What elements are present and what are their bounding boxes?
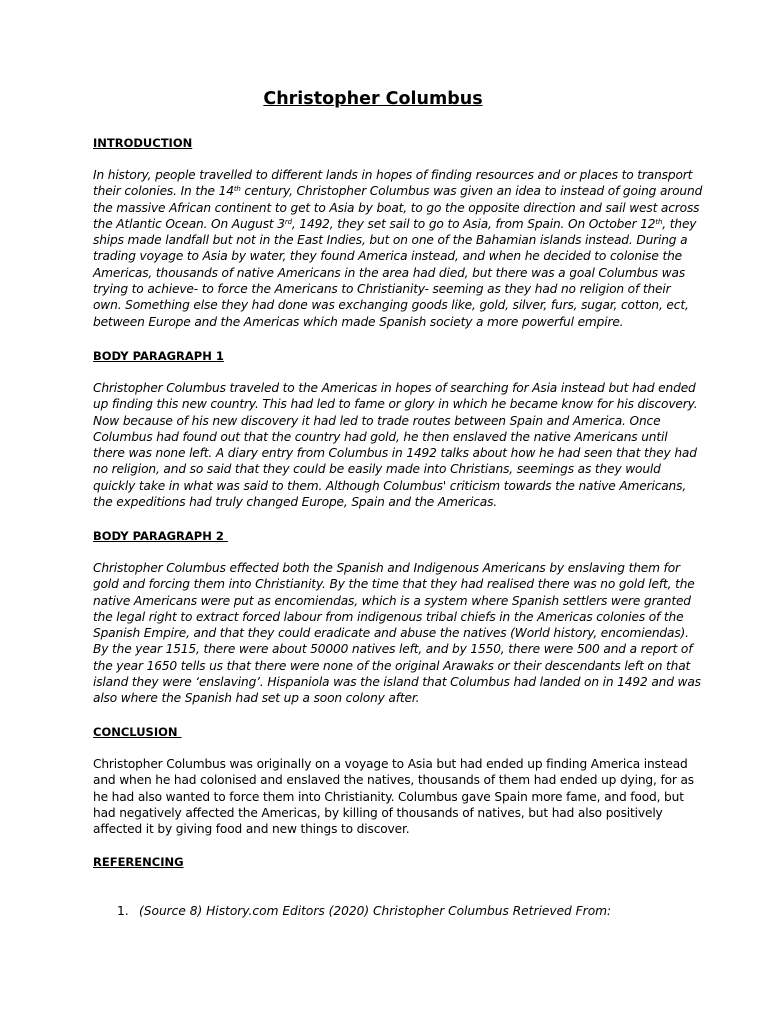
paragraph-line: the Atlantic Ocean. On August 3rd, 1492, they set sail to go to Asia, from Spain. On October 12th, they <box>93 216 697 231</box>
paragraph-introduction <box>93 167 703 330</box>
paragraph-line: Christopher Columbus traveled to the Americas in hopes of searching for Asia instead but had ended <box>93 381 696 395</box>
paragraph-line: between Europe and the Americas which made Spanish society a more powerful empire. <box>93 314 624 329</box>
document-title: Christopher Columbus <box>263 89 483 109</box>
reference-item <box>93 903 611 919</box>
heading-conclusion: CONCLUSION <box>93 725 182 739</box>
reference-text: (Source 8) History.com Editors (2020) Christopher Columbus Retrieved From: <box>139 904 612 918</box>
heading-referencing: REFERENCING <box>93 855 184 869</box>
paragraph-line: island they were ‘enslaving’. Hispaniola was the island that Columbus had landed on in 1492 and was <box>93 675 701 690</box>
paragraph-line: native Americans were put as encomiendas, which is a system where Spanish settlers were granted <box>93 593 691 608</box>
heading-introduction: INTRODUCTION <box>93 136 193 150</box>
paragraph-line: affected it by giving food and new things to discover. <box>93 822 410 837</box>
paragraph-line: there was none left. A diary entry from Columbus in 1492 talks about how he had seen that they had <box>93 446 697 461</box>
paragraph-body-2 <box>93 560 701 707</box>
paragraph-line: no religion, and so said that they could be easily made into Christians, seemings as they would <box>93 462 661 477</box>
paragraph-line: had negatively affected the Americas, by killing of thousands of natives, but had also positively <box>93 805 663 820</box>
paragraph-line: quickly take in what was said to them. Although Columbus' criticism towards the native Americans, <box>93 478 687 493</box>
paragraph-line: up finding this new country. This had led to fame or glory in which he became know for his discovery. <box>93 397 698 412</box>
paragraph-line: also where the Spanish had set up a soon colony after. <box>93 691 420 706</box>
paragraph-line: Christopher Columbus effected both the Spanish and Indigenous Americans by enslaving them for <box>93 561 680 575</box>
paragraph-line: the expeditions had truly changed Europe, Spain and the Americas. <box>93 495 497 510</box>
paragraph-line: By the year 1515, there were about 50000 natives left, and by 1550, there were 500 and a report of <box>93 642 693 657</box>
paragraph-line: ships made landfall but not in the East Indies, but on one of the Bahamian islands instead. During a <box>93 233 688 248</box>
paragraph-line: gold and forcing them into Christianity. By the time that they had realised there was no gold left, the <box>93 577 695 592</box>
heading-body-paragraph-2: BODY PARAGRAPH 2 <box>93 529 228 543</box>
superscript: th <box>233 185 241 194</box>
paragraph-conclusion <box>93 756 695 837</box>
paragraph-line: Columbus had found out that the country had gold, he then enslaved the native Americans until <box>93 429 668 444</box>
paragraph-line: Christopher Columbus was originally on a voyage to Asia but had ended up finding America instead <box>93 757 688 771</box>
heading-body-paragraph-1: BODY PARAGRAPH 1 <box>93 349 224 363</box>
paragraph-line: the year 1650 tells us that there were none of the original Arawaks or their descendants left on that <box>93 658 691 673</box>
paragraph-line: Now because of his new discovery it had led to trade routes between Spain and America. Once <box>93 413 661 428</box>
superscript: rd <box>284 217 292 226</box>
paragraph-line: the massive African continent to get to Asia by boat, to go the opposite direction and sail west across <box>93 200 700 215</box>
paragraph-line: and when he had colonised and enslaved the natives, thousands of them had ended up dying, for as <box>93 773 695 788</box>
superscript: th <box>655 217 663 226</box>
reference-list <box>93 903 611 919</box>
paragraph-line: he had also wanted to force them into Christianity. Columbus gave Spain more fame, and food, but <box>93 789 684 804</box>
paragraph-line: Americas, thousands of native Americans in the area had died, but there was a goal Columbus was <box>93 265 686 280</box>
paragraph-line: their colonies. In the 14th century, Christopher Columbus was given an idea to instead of going around <box>93 184 703 199</box>
paragraph-line: the legal right to extract forced labour from indigenous tribal chiefs in the Americas colonies of the <box>93 609 684 624</box>
paragraph-line: trying to achieve- to force the Americans to Christianity- seeming as they had no religion of their <box>93 282 671 297</box>
reference-number: 1. <box>117 904 129 918</box>
paragraph-line: In history, people travelled to different lands in hopes of finding resources and or places to transport <box>93 168 693 182</box>
paragraph-line: Spanish Empire, and that they could eradicate and abuse the natives (World history, encomiendas). <box>93 626 689 641</box>
paragraph-body-1 <box>93 380 698 510</box>
paragraph-line: trading voyage to Asia by water, they found America instead, and when he decided to colonise the <box>93 249 682 264</box>
paragraph-line: own. Something else they had done was exchanging goods like, gold, silver, furs, sugar, cotton, ect, <box>93 298 689 313</box>
